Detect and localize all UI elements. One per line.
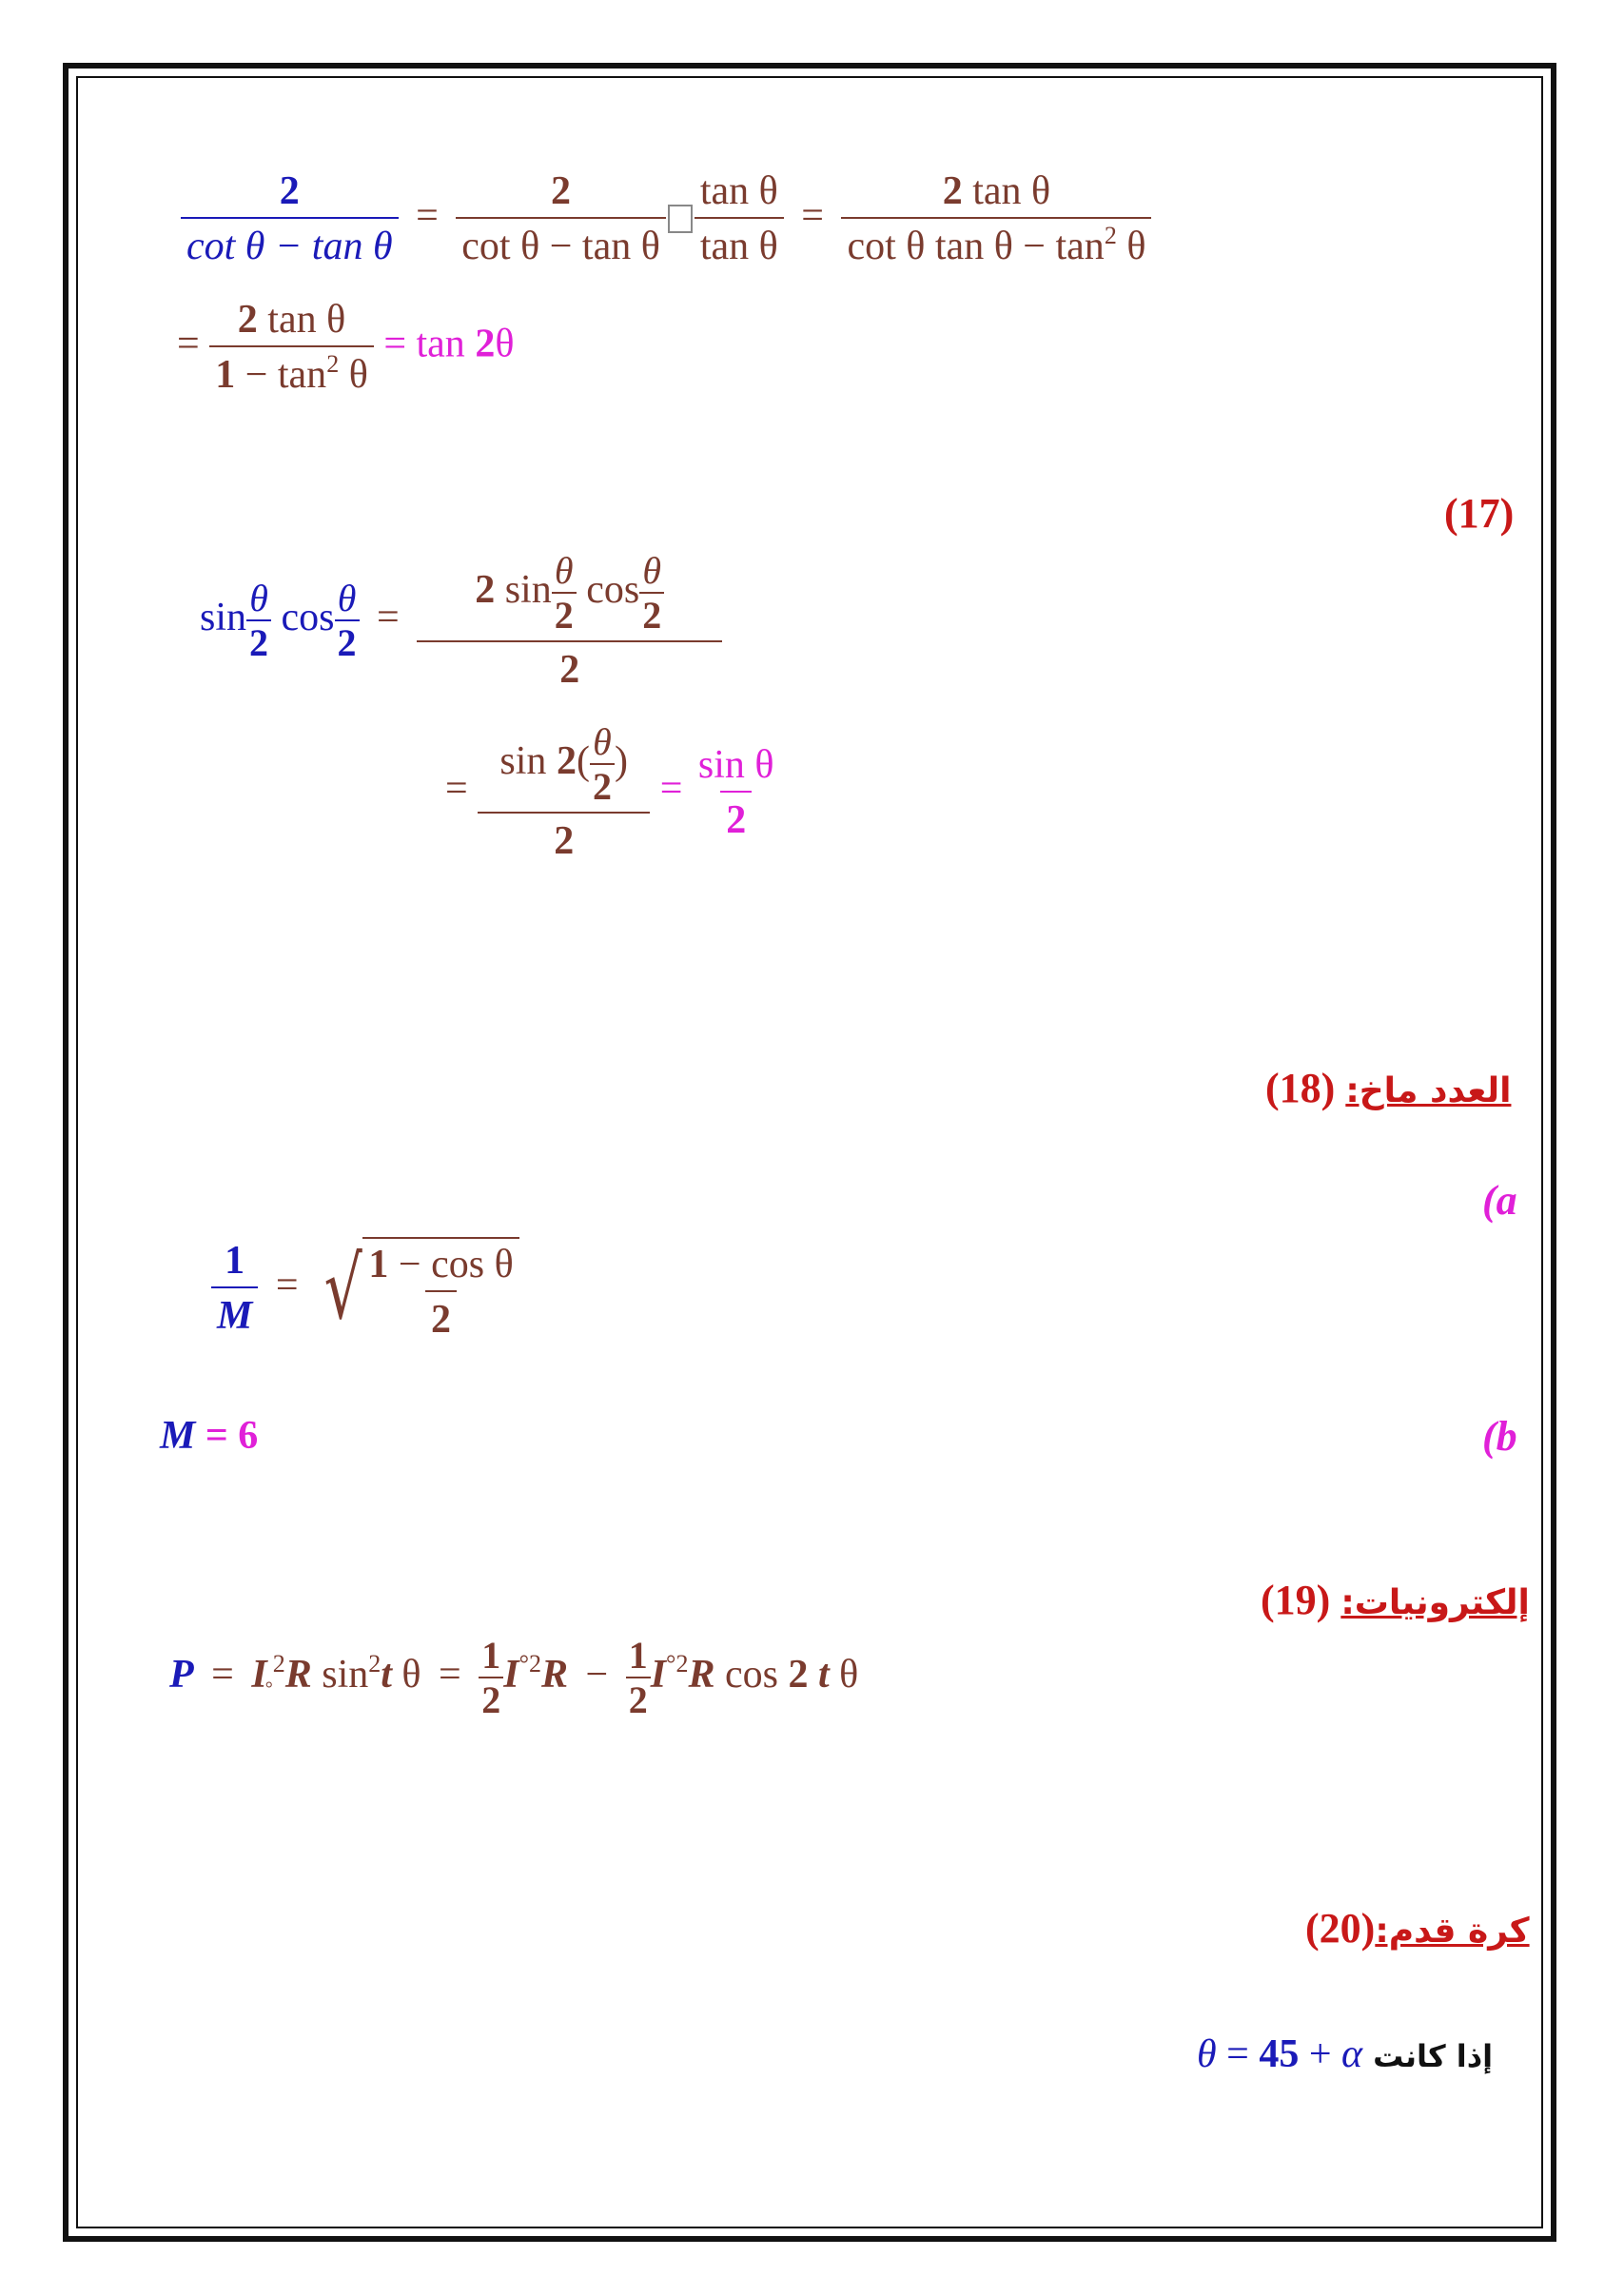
item-20-heading bbox=[1305, 1905, 1530, 1952]
item-18-title: العدد ماخ: bbox=[1345, 1071, 1512, 1110]
equation-tan2theta-line1: $\frac{2}{\text{cot θ − tan θ}}$ = $\frac{2}{\text{cot θ − tan θ}}$ $\frac{\text{tan θ}}{\text{tan θ}}$ = $\frac{\text{2 tan θ}}{\cot \theta \tan \theta - \tan^2 \theta}$ bbox=[181, 171, 1151, 266]
item-19-title: إلكترونيات: bbox=[1340, 1583, 1530, 1622]
item-20-title: كرة قدم: bbox=[1375, 1912, 1530, 1951]
mach-value: = 6 bbox=[205, 1414, 259, 1458]
item-17-number: (17) bbox=[1444, 490, 1515, 537]
equation-power: P = I°$^2$R $\sin^2t$ θ = $\frac{1}{2}$ $I^{^\circ 2}R$ − $\frac{1}{2}$ $I^{^\circ 2}R$ cos 2 t θ bbox=[169, 1634, 859, 1721]
mach-symbol: M bbox=[160, 1414, 196, 1458]
equation-tan2theta-line2: = $\frac{\text{2 tan θ}}{1 - \tan^2 \theta}$ = tan 2θ bbox=[177, 298, 515, 397]
equation-sin-half-line1: sin $\frac{\theta}{2}$ cos $\frac{\theta}{2}$ = 2 sin $\frac{\theta}{2}$ cos $\frac{\theta}{2}$ 2 bbox=[200, 552, 722, 690]
equation-sin-half-line2: = sin 2( $\frac{\theta}{2}$ ) 2 = $\frac{\text{sin θ}}{2}$ bbox=[445, 720, 774, 863]
item-20-condition: θ = 45 + α إذا كانت bbox=[1197, 2032, 1494, 2076]
multiply-placeholder-box bbox=[668, 205, 693, 233]
condition-text: إذا كانت bbox=[1373, 2038, 1494, 2074]
item-18-part-b: (b bbox=[1482, 1413, 1517, 1460]
item-18-part-a: (a bbox=[1482, 1177, 1517, 1224]
item-19-heading bbox=[1261, 1577, 1530, 1623]
equation-mach-value bbox=[160, 1416, 258, 1456]
equation-mach-number: $\frac{1}{M}$ = √ $\frac{\text{1 − cos θ}}{2}$ bbox=[211, 1237, 519, 1340]
item-18-heading bbox=[1265, 1065, 1512, 1111]
item-19-number: (19) bbox=[1261, 1577, 1331, 1623]
item-18-number: (18) bbox=[1265, 1065, 1336, 1111]
item-20-number: (20) bbox=[1305, 1905, 1376, 1952]
